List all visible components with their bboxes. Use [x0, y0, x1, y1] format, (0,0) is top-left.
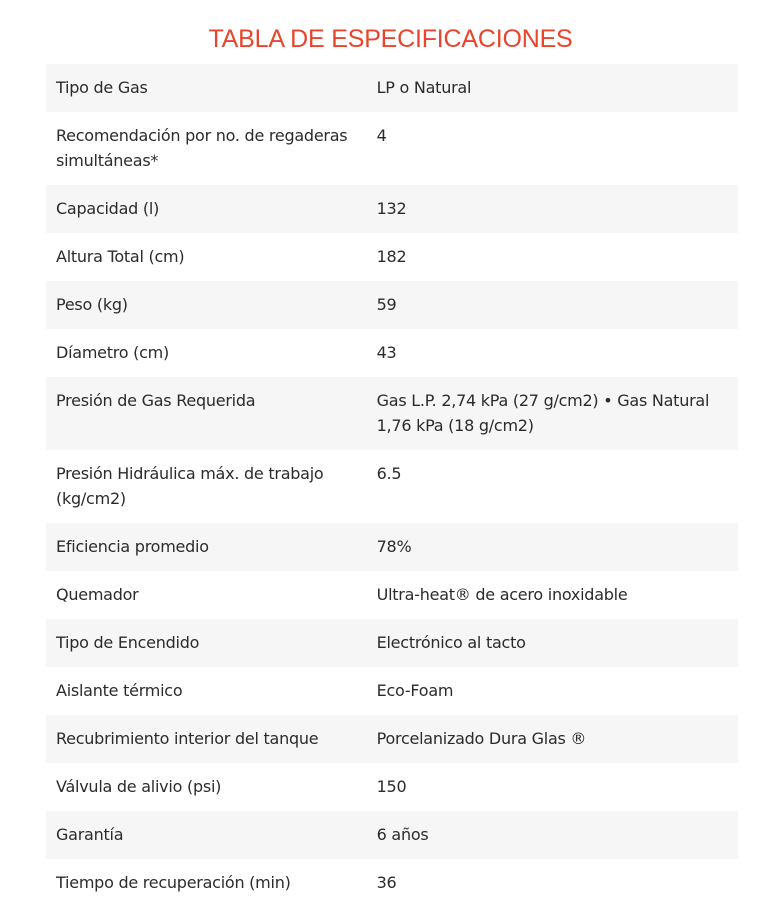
spec-value: 6 años: [367, 811, 738, 859]
table-row: [46, 233, 738, 281]
table-row: [46, 715, 738, 763]
spec-table-body: [46, 64, 738, 907]
spec-value: 6.5: [376, 464, 402, 483]
table-row: [46, 667, 738, 715]
spec-value: 78%: [367, 523, 738, 571]
spec-label: Tiempo de recuperación (min): [56, 873, 291, 892]
spec-value: 43: [376, 343, 397, 362]
spec-label: Eficiencia promedio: [46, 523, 367, 571]
spec-label: Válvula de alivio (psi): [56, 777, 222, 796]
table-row: [46, 377, 738, 450]
spec-value: Gas L.P. 2,74 kPa (27 g/cm2) • Gas Natural 1,76 kPa (18 g/cm2): [367, 377, 738, 450]
spec-value: 4: [376, 126, 387, 145]
spec-value: 150: [376, 777, 407, 796]
spec-value: 36: [376, 873, 397, 892]
table-row: [46, 619, 738, 667]
spec-value: Eco-Foam: [376, 681, 454, 700]
spec-label: Tipo de Encendido: [46, 619, 367, 667]
table-row: [46, 811, 738, 859]
spec-label: Recomendación por no. de regaderas simultáneas*: [56, 126, 348, 170]
table-row: [46, 112, 738, 185]
spec-value: 132: [367, 185, 738, 233]
table-row: [46, 523, 738, 571]
page-title: TABLA DE ESPECIFICACIONES: [208, 25, 573, 53]
spec-label: Tipo de Gas: [46, 64, 367, 112]
table-row: [46, 281, 738, 329]
table-row: [46, 329, 738, 377]
table-row: [46, 64, 738, 112]
table-row: [46, 571, 738, 619]
spec-value: Electrónico al tacto: [367, 619, 738, 667]
spec-label: Díametro (cm): [56, 343, 169, 362]
spec-value: 59: [367, 281, 738, 329]
spec-label: Recubrimiento interior del tanque: [46, 715, 367, 763]
spec-label: Aislante térmico: [56, 681, 183, 700]
spec-table: [46, 64, 738, 907]
spec-value: 182: [376, 247, 407, 266]
spec-label: Quemador: [56, 585, 139, 604]
spec-label: Altura Total (cm): [56, 247, 185, 266]
spec-label: Presión Hidráulica máx. de trabajo (kg/cm2): [56, 464, 324, 508]
spec-value: Porcelanizado Dura Glas ®: [367, 715, 738, 763]
spec-label: Peso (kg): [46, 281, 367, 329]
table-row: [46, 763, 738, 811]
spec-label: Presión de Gas Requerida: [46, 377, 367, 450]
table-row: [46, 450, 738, 523]
table-row: [46, 859, 738, 907]
spec-value: Ultra-heat® de acero inoxidable: [376, 585, 628, 604]
spec-label: Capacidad (l): [46, 185, 367, 233]
spec-value: LP o Natural: [367, 64, 738, 112]
table-row: [46, 185, 738, 233]
spec-label: Garantía: [46, 811, 367, 859]
